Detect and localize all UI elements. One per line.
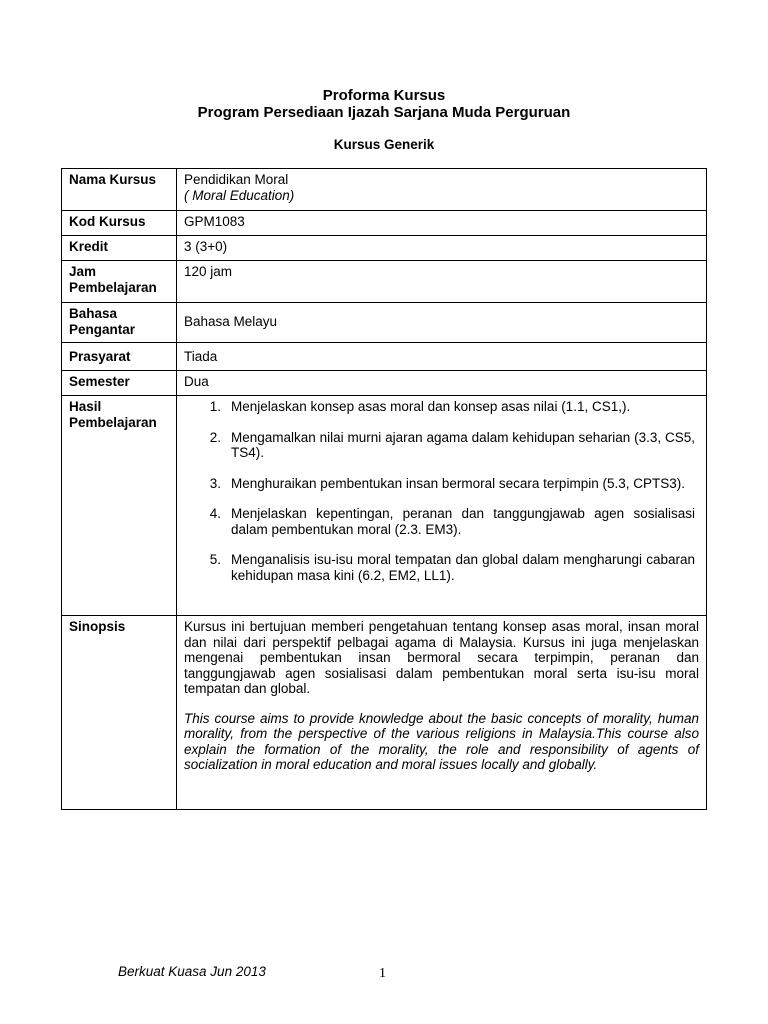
list-item [184,430,695,461]
row-label-line: Pembelajaran [69,279,157,295]
list-item [184,476,695,492]
course-category: Kursus Generik [333,137,435,152]
list-item [184,399,695,415]
credit-value: 3 (3+0) [177,236,707,261]
row-label-line: Pengantar [69,321,136,337]
list-item [184,506,695,537]
course-proforma-table [61,168,707,810]
row-label [62,396,177,616]
table-row-semester [62,371,707,396]
row-label: Sinopsis [62,616,177,810]
course-name: Pendidikan Moral [184,172,289,187]
row-label [62,303,177,343]
row-label: Kod Kursus [62,211,177,236]
footer-effective-date: Berkuat Kuasa Jun 2013 [118,964,266,979]
language-of-instruction: Bahasa Melayu [177,303,707,343]
semester-value: Dua [177,371,707,396]
page-number: 1 [379,966,386,981]
row-label: Semester [62,371,177,396]
learning-hours: 120 jam [177,261,707,303]
row-label-line: Hasil [69,399,102,414]
course-name-english: ( Moral Education) [184,187,295,203]
table-row-jam-pembelajaran [62,261,707,303]
list-item-number: 5. [209,552,221,567]
list-item-number: 1. [209,399,221,414]
list-item-text: Menganalisis isu-isu moral tempatan dan global dalam mengharungi cabaran kehidupan masa kini (6.2, EM2, LL1). [231,552,695,583]
list-item-number: 3. [209,475,221,491]
synopsis [177,616,707,810]
row-value [177,169,707,211]
list-item-text: Menghuraikan pembentukan insan bermoral secara terpimpin (5.3, CPTS3). [231,475,685,491]
synopsis-malay: Kursus ini bertujuan memberi pengetahuan tentang konsep asas moral, insan moral dan nilai dari perspektif pelbagai agama di Malaysia. Kursus ini juga menjelaskan mengenai pembentukan insan bermoral secara terpimpin, peranan dan tanggungjawab agen sosialisasi dalam pembentukan moral serta isu-isu moral tempatan dan global. [184,619,699,696]
program-title: Program Persediaan Ijazah Sarjana Muda Perguruan [197,104,571,121]
list-item-number: 4. [209,506,221,521]
list-item [184,552,695,583]
row-label: Prasyarat [62,343,177,371]
table-row-kredit [62,236,707,261]
row-label-line: Jam [69,264,97,279]
row-label: Nama Kursus [62,169,177,211]
document-title: Proforma Kursus [322,87,446,104]
table-row-hasil-pembelajaran [62,396,707,616]
learning-outcomes-list [184,399,699,583]
row-label [62,261,177,303]
table-row-bahasa-pengantar [62,303,707,343]
list-item-text: Menjelaskan konsep asas moral dan konsep asas nilai (1.1, CS1,). [231,399,631,414]
course-code: GPM1083 [177,211,707,236]
synopsis-english: This course aims to provide knowledge about the basic concepts of morality, human morality, from the perspective of the various religions in Malaysia.This course also explain the formation of the morality, the role and responsibility of agents of socialization in moral education and moral issues locally and globally. [184,710,699,772]
list-item-text: Menjelaskan kepentingan, peranan dan tanggungjawab agen sosialisasi dalam pembentukan moral (2.3. EM3). [231,506,695,537]
table-row-nama-kursus [62,169,707,211]
list-item-text: Mengamalkan nilai murni ajaran agama dalam kehidupan seharian (3.3, CS5, TS4). [231,429,695,460]
table-row-prasyarat [62,343,707,371]
prerequisite: Tiada [177,343,707,371]
row-label-line: Bahasa [69,306,118,321]
list-item-number: 2. [209,429,221,445]
row-label: Kredit [62,236,177,261]
table-row-kod-kursus [62,211,707,236]
learning-outcomes [177,396,707,616]
row-label-line: Pembelajaran [69,414,157,430]
table-row-sinopsis [62,616,707,810]
